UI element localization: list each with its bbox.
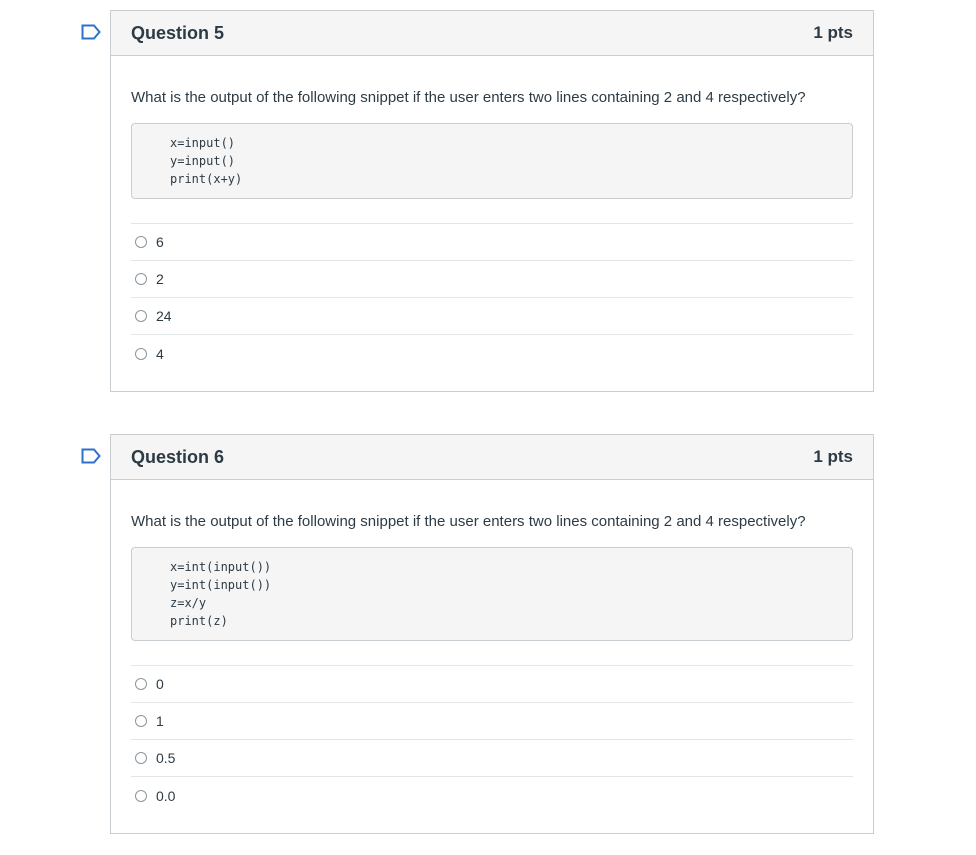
question-card xyxy=(110,434,874,834)
question-text: What is the output of the following snippet if the user enters two lines containing 2 and 4 respectively? xyxy=(131,513,806,530)
answer-option[interactable] xyxy=(131,298,853,335)
radio-button[interactable] xyxy=(135,310,147,322)
question-text: What is the output of the following snippet if the user enters two lines containing 2 and 4 respectively? xyxy=(131,89,806,106)
answer-label[interactable]: 1 xyxy=(156,713,164,729)
code-line: print(x+y) xyxy=(170,172,243,186)
answer-option[interactable] xyxy=(131,703,853,740)
question-points: 1 pts xyxy=(813,447,853,466)
answer-label[interactable]: 24 xyxy=(156,308,172,324)
answer-option[interactable] xyxy=(131,261,853,298)
answer-option[interactable] xyxy=(131,740,853,777)
code-line: y=int(input()) xyxy=(170,578,272,592)
question-title: Question 5 xyxy=(131,22,225,43)
question-body xyxy=(111,480,873,814)
answer-label[interactable]: 2 xyxy=(156,271,164,287)
answer-label[interactable]: 0 xyxy=(156,676,164,692)
radio-button[interactable] xyxy=(135,236,147,248)
code-line: x=int(input()) xyxy=(170,560,272,574)
answer-option[interactable] xyxy=(131,666,853,703)
question-card xyxy=(110,10,874,392)
question-header xyxy=(111,435,873,480)
code-line: print(z) xyxy=(170,614,228,628)
code-snippet xyxy=(131,123,853,199)
question-points: 1 pts xyxy=(813,23,853,42)
flag-question-icon[interactable] xyxy=(81,24,101,40)
code-line: y=input() xyxy=(170,154,236,168)
answer-list xyxy=(131,223,853,372)
answer-option[interactable] xyxy=(131,224,853,261)
flag-question-icon[interactable] xyxy=(81,448,101,464)
answer-label[interactable]: 6 xyxy=(156,234,164,250)
radio-button[interactable] xyxy=(135,273,147,285)
question-header xyxy=(111,11,873,56)
answer-label[interactable]: 0.0 xyxy=(156,787,176,804)
code-snippet xyxy=(131,547,853,641)
radio-button[interactable] xyxy=(135,678,147,690)
question-title: Question 6 xyxy=(131,446,225,467)
answer-option[interactable] xyxy=(131,335,853,372)
question-body xyxy=(111,56,873,372)
radio-button[interactable] xyxy=(135,790,147,802)
radio-button[interactable] xyxy=(135,348,147,360)
answer-label[interactable]: 0.5 xyxy=(156,750,176,766)
radio-button[interactable] xyxy=(135,715,147,727)
code-line: z=x/y xyxy=(170,596,207,610)
answer-option[interactable] xyxy=(131,777,853,814)
radio-button[interactable] xyxy=(135,752,147,764)
answer-list xyxy=(131,665,853,814)
answer-label[interactable]: 4 xyxy=(156,345,164,362)
code-line: x=input() xyxy=(170,136,236,150)
